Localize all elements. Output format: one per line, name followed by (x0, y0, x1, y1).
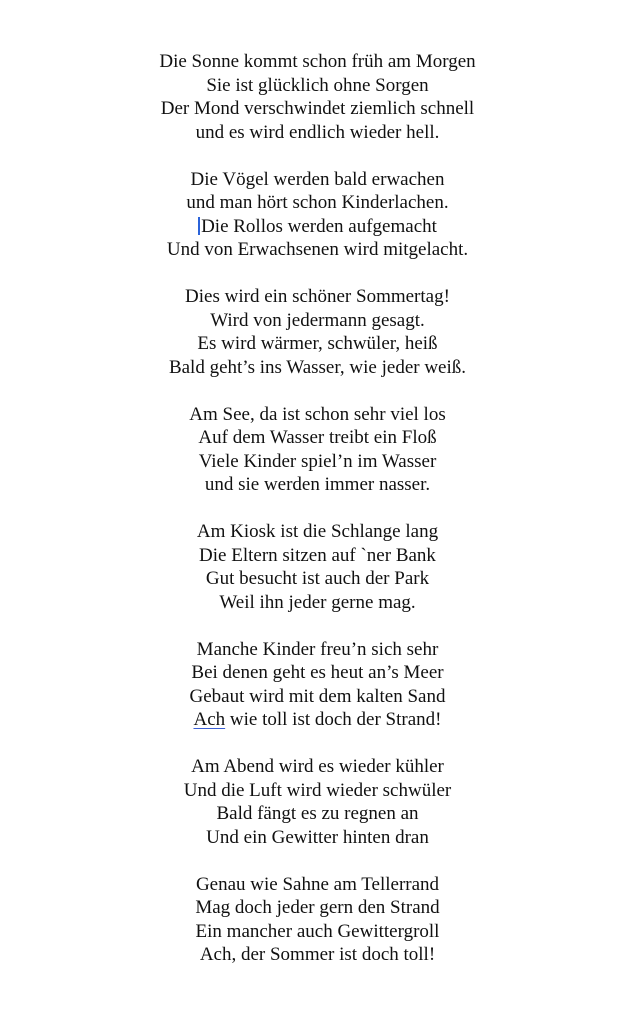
poem-line: Auf dem Wasser treibt ein Floß (198, 427, 437, 448)
poem-line: Und ein Gewitter hinten dran (206, 826, 429, 848)
poem-line: Genau wie Sahne am Tellerrand (195, 873, 440, 895)
poem-line: Gebaut wird mit dem kalten Sand (189, 685, 446, 707)
poem-line: Bald geht’s ins Wasser, wie jeder weiß. (168, 356, 467, 378)
poem-line: Und von Erwachsenen wird mitgelacht. (166, 239, 469, 260)
poem-line: Manche Kinder freu’n sich sehr (196, 638, 439, 660)
stanza-5 (0, 520, 635, 614)
stanza-3 (0, 285, 635, 379)
poem-line: Wird von jedermann gesagt. (210, 309, 425, 331)
poem-line: Bei denen geht es heut an’s Meer (191, 662, 444, 683)
stanza-7 (0, 755, 635, 849)
poem-line: Ein mancher auch Gewittergroll (195, 920, 440, 942)
text-cursor (198, 217, 200, 235)
poem-line: und es wird endlich wieder hell. (195, 121, 440, 143)
poem-line: und man hört schon Kinderlachen. (186, 192, 449, 213)
poem-line: Am See, da ist schon sehr viel los (189, 403, 446, 425)
poem-line: Am Kiosk ist die Schlange lang (196, 521, 439, 542)
stanza-2 (0, 168, 635, 262)
poem-line: Bald fängt es zu regnen an (216, 803, 419, 824)
poem-line-text: wie toll ist doch der Strand! (229, 709, 442, 730)
poem-line: Am Abend wird es wieder kühler (191, 756, 444, 777)
poem-line: Der Mond verschwindet ziemlich schnell (160, 98, 475, 119)
poem-line: Gut besucht ist auch der Park (205, 568, 430, 589)
poem-line: Sie ist glücklich ohne Sorgen (206, 74, 429, 96)
poem-line: Weil ihn jeder gerne mag. (219, 591, 416, 613)
poem-line-text: Die Rollos werden aufgemacht (201, 215, 437, 237)
poem-line-with-caret (0, 215, 635, 239)
poem-line: und sie werden immer nasser. (204, 474, 431, 495)
stanza-1 (0, 50, 635, 144)
stanza-8 (0, 873, 635, 967)
poem-text[interactable] (0, 50, 635, 990)
poem-line: Die Sonne kommt schon früh am Morgen (159, 51, 476, 72)
spellcheck-flagged-word[interactable]: Ach (193, 709, 226, 730)
poem-line: Es wird wärmer, schwüler, heiß (197, 333, 438, 354)
poem-line: Und die Luft wird wieder schwüler (183, 779, 452, 801)
poem-line: Die Vögel werden bald erwachen (190, 168, 445, 190)
stanza-6 (0, 638, 635, 732)
poem-line: Viele Kinder spiel’n im Wasser (198, 450, 437, 472)
poem-line: Ach, der Sommer ist doch toll! (199, 944, 436, 965)
stanza-4 (0, 403, 635, 497)
poem-line: Mag doch jeder gern den Strand (195, 897, 440, 918)
poem-line-with-spellcheck (0, 708, 635, 732)
poem-line: Dies wird ein schöner Sommertag! (185, 286, 450, 307)
poem-line: Die Eltern sitzen auf `ner Bank (199, 544, 436, 566)
